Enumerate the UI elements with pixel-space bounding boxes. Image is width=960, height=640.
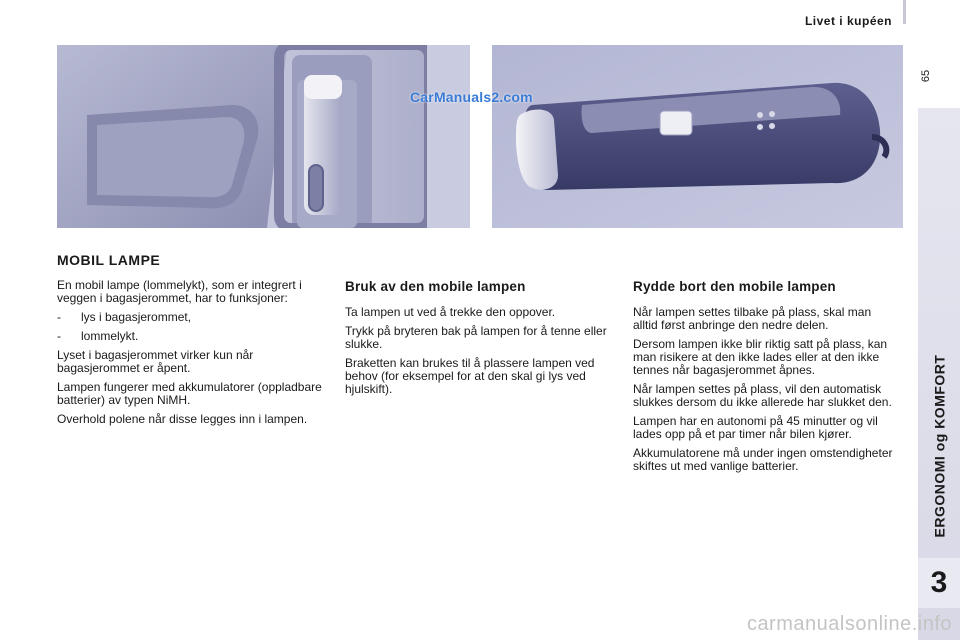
photo-lamp-in-wall-illustration	[57, 45, 470, 228]
list-item	[57, 330, 329, 343]
store-title: Rydde bort den mobile lampen	[633, 279, 836, 294]
chapter-title-text: ERGONOMI og KOMFORT	[931, 354, 947, 538]
store-column	[633, 306, 899, 479]
body-paragraph: Akkumulatorene må under ingen omstendigheter skiftes ut med vanlige batterier.	[633, 446, 893, 473]
list-item	[57, 311, 329, 324]
footer-watermark: carmanualsonline.info	[746, 613, 952, 635]
photo-lamp-in-wall	[57, 45, 470, 228]
page-number: 65	[920, 69, 932, 83]
body-paragraph: Ta lampen ut ved å trekke den oppover.	[345, 305, 556, 319]
carmanuals-watermark: CarManuals2.com	[410, 89, 533, 105]
body-paragraph: Dersom lampen ikke blir riktig satt på plass, kan man risikere at den ikke lades eller at den ikke tennes når bagasjerommet åpnes.	[633, 337, 888, 377]
side-tab-divider	[914, 108, 918, 588]
section-title: MOBIL LAMPE	[57, 252, 161, 268]
list-dash: -	[57, 310, 61, 324]
list-dash: -	[57, 329, 61, 343]
body-paragraph: Braketten kan brukes til å plassere lampen ved behov (for eksempel for at den skal gi lys ved hjulskift).	[345, 356, 595, 396]
intro-paragraph: En mobil lampe (lommelykt), som er integrert i veggen i bagasjerommet, har to funksjoner:	[57, 278, 302, 305]
body-paragraph: Lampen fungerer med akkumulatorer (oppladbare batterier) av typen NiMH.	[57, 380, 322, 407]
intro-column	[57, 279, 329, 432]
section-header-title: Livet i kupéen	[804, 14, 892, 28]
body-paragraph: Lyset i bagasjerommet virker kun når bagasjerommet er åpent.	[57, 348, 254, 375]
chapter-number: 3	[918, 558, 960, 608]
list-item-text: lommelykt.	[81, 329, 139, 343]
body-paragraph: Overhold polene når disse legges inn i lampen.	[57, 412, 308, 426]
list-item-text: lys i bagasjerommet,	[81, 310, 192, 324]
photo-mobile-lamp	[492, 45, 903, 228]
body-paragraph: Lampen har en autonomi på 45 minutter og vil lades opp på et par timer når bilen kjører.	[633, 414, 878, 441]
use-title: Bruk av den mobile lampen	[345, 279, 526, 294]
use-column	[345, 306, 611, 402]
photo-mobile-lamp-illustration	[492, 45, 903, 228]
header-rule	[903, 0, 906, 24]
body-paragraph: Når lampen settes på plass, vil den automatisk slukkes dersom du ikke allerede har slukket den.	[633, 382, 892, 409]
chapter-title	[921, 336, 957, 556]
body-paragraph: Trykk på bryteren bak på lampen for å tenne eller slukke.	[345, 324, 607, 351]
body-paragraph: Når lampen settes tilbake på plass, skal man alltid først anbringe den nedre delen.	[633, 305, 872, 332]
